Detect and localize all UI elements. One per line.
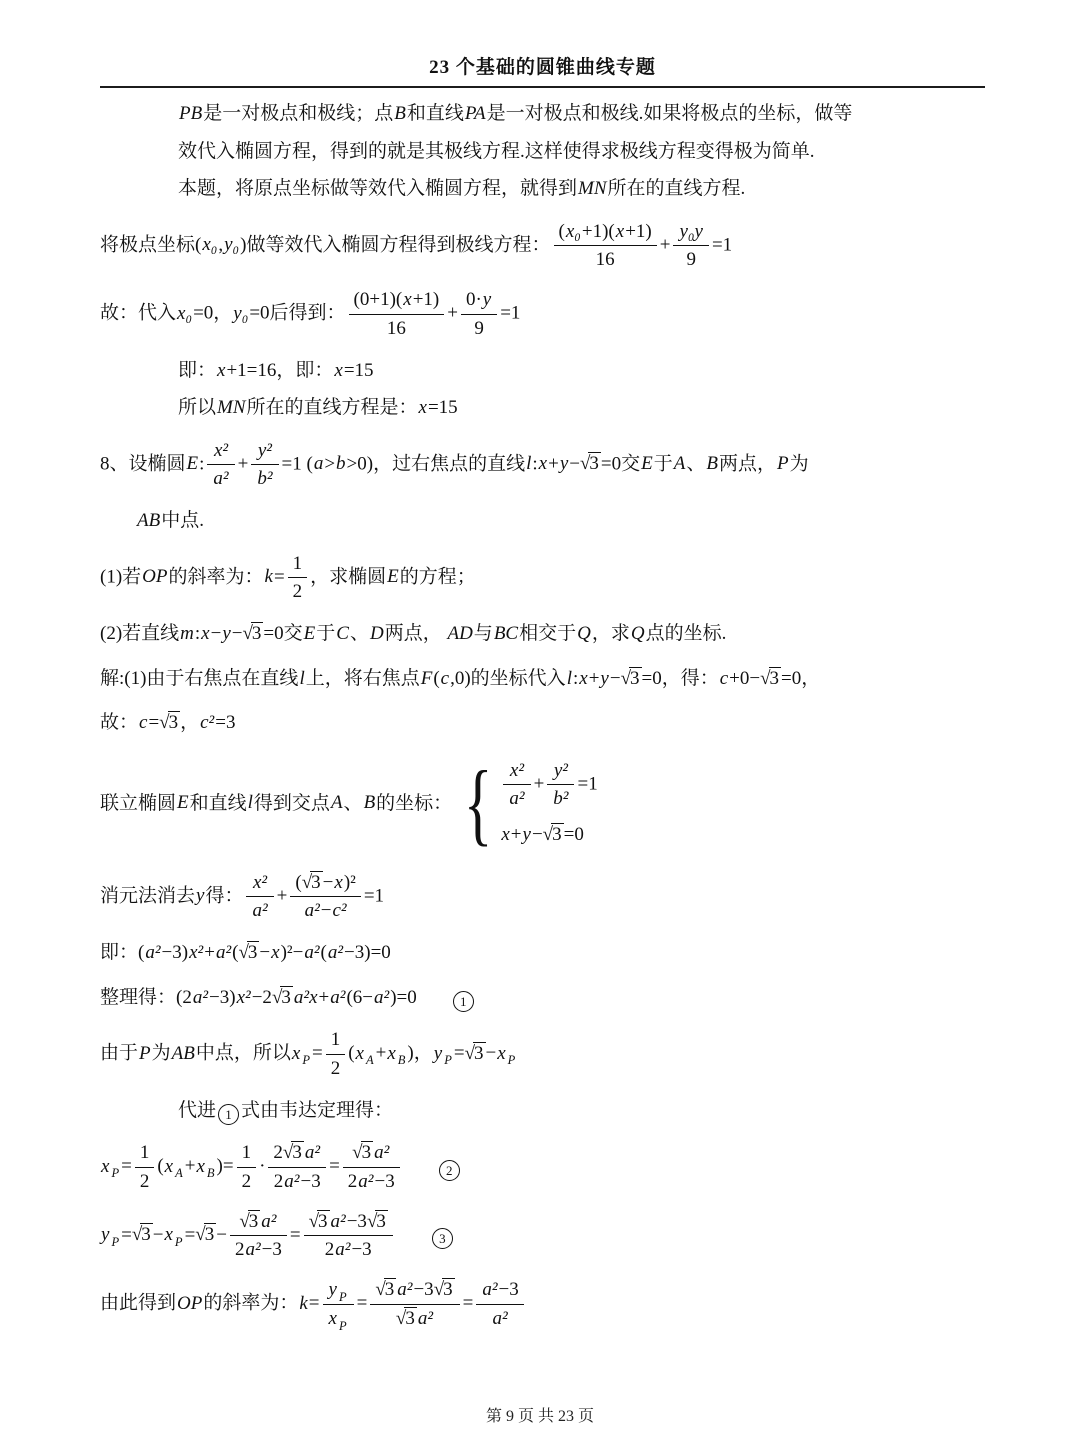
fraction (343, 1141, 400, 1194)
math-variable: a (313, 453, 324, 475)
radical-icon: √ (760, 667, 771, 689)
math-variable: Q (577, 623, 591, 644)
fraction (503, 759, 530, 812)
math-variable: A (330, 792, 343, 814)
system-row: x+y−√3 =0 (501, 824, 584, 845)
math-variable: c² (332, 900, 347, 922)
radicand: 3 (311, 871, 321, 893)
text-line: (1)若OP的斜率为：k= $\frac{1}{2}$ ，求椭圆E的方程； (100, 552, 476, 603)
math-variable: OP (142, 566, 168, 588)
numerator (251, 439, 278, 466)
math-variable: Q (630, 623, 645, 644)
math-variable: y (559, 453, 569, 475)
numerator: 1 (288, 552, 308, 579)
numerator (673, 220, 708, 247)
radical-icon: √ (308, 1210, 320, 1232)
radical-icon: √ (375, 1279, 386, 1301)
math-variable: y (328, 1279, 337, 1301)
denominator (370, 1305, 459, 1331)
radicand: 3 (552, 824, 562, 845)
square-root (621, 668, 642, 689)
denominator: 2 (330, 1057, 341, 1079)
fraction (323, 1278, 354, 1331)
radicand: 3 (474, 1042, 484, 1064)
denominator (246, 897, 273, 923)
math-variable: x₀ (565, 220, 581, 242)
math-variable: x (164, 1155, 174, 1177)
math-variable: P (139, 1042, 151, 1064)
radical-icon: √ (352, 1142, 363, 1164)
radical-icon: √ (579, 453, 591, 475)
math-variable: a² (509, 788, 525, 810)
radicand: 3 (769, 667, 780, 689)
text-line: 消元法消去y得： $\frac{\text{x²}}{\text{a²}}$ + $\frac{\text{(√3 −x)²}}{\text{a²−c²}}$ =1 (100, 871, 385, 922)
math-variable: y² (553, 759, 568, 781)
subscript: B (397, 1053, 406, 1068)
text-line: 将极点坐标(x₀,y₀)做等效代入椭圆方程得到极线方程： $\frac{\text{(x₀+1)(x+1)}}{16}$ + $\frac{\text{y₀y}}{9}$ =1 (100, 220, 733, 271)
math-variable: AB (171, 1042, 195, 1064)
text-line: y $_P$ =√3 −x $_P$ =√3 − $\frac{\text{√3 a²}}{\text{2a²−3}}$ = $\frac{\text{√3 a²−3√3}}{\text{2a²−3}}$ 3 (100, 1210, 985, 1263)
denominator: a²−c² (304, 900, 347, 922)
text-line: (2)若直线m:x−y−√3 =0交E于C、D两点， AD与BC相交于Q，求Q点的坐标. (100, 623, 727, 644)
square-root (580, 453, 601, 474)
radicand: 3 (251, 623, 262, 644)
radicand: 3 (318, 1210, 328, 1232)
radical-icon: √ (542, 824, 554, 845)
math-variable: x (418, 397, 427, 418)
math-variable: a² (374, 1142, 390, 1164)
math-variable: a²x (293, 986, 318, 1008)
math-variable: a² (304, 1142, 321, 1164)
numerator (323, 1278, 354, 1305)
radical-icon: √ (271, 986, 283, 1008)
denominator: 9 (686, 249, 696, 271)
text-line: 由此得到OP的斜率为：k= $\frac{y _P}{x _P}$ = $\frac{\text{√3 a²−3√3}}{\text{√3 a²}}$ = $\frac{\text{a²−3}}{\text{a²}}$ (100, 1278, 985, 1331)
document-body (100, 100, 985, 1331)
math-variable: B (706, 453, 718, 475)
fraction (246, 871, 273, 924)
denominator: 2a²−3 (347, 1170, 395, 1192)
system-rows (500, 754, 597, 855)
denominator: 2a²−3 (324, 1239, 372, 1261)
math-variable: P (777, 453, 789, 475)
math-variable: E (387, 566, 399, 588)
square-root (543, 824, 564, 845)
subscript: P (444, 1053, 452, 1068)
math-variable: x (334, 359, 343, 381)
text-line: AB中点. (137, 510, 204, 531)
subscript: P (111, 1166, 120, 1181)
math-variable: a² (417, 1307, 434, 1329)
math-variable: a² (330, 986, 346, 1008)
radical-icon: √ (433, 1279, 445, 1301)
math-variable: A (673, 453, 686, 475)
numerator (207, 439, 234, 466)
math-variable: PB (179, 103, 203, 124)
math-variable: a² (213, 468, 229, 490)
math-variable: x₀ (177, 302, 193, 324)
math-variable: AB (137, 510, 161, 531)
square-root (465, 1043, 486, 1064)
radicand: 3 (443, 1279, 453, 1301)
text-line: 所以MN所在的直线方程是：x=15 (178, 397, 458, 418)
math-variable: x² (189, 942, 204, 964)
square-root (239, 1211, 260, 1232)
math-variable: a² (327, 942, 344, 964)
math-variable: c² (200, 712, 215, 733)
square-root (302, 872, 323, 893)
subscript: P (111, 1234, 120, 1249)
math-variable: x (387, 1042, 396, 1064)
square-root (159, 712, 180, 733)
math-variable: F (420, 667, 433, 689)
math-variable: x (196, 1155, 205, 1177)
math-variable: y₀ (224, 234, 240, 256)
math-variable: x₀ (202, 234, 218, 256)
math-variable: b² (257, 468, 273, 490)
numerator: 1 (135, 1141, 155, 1168)
math-variable: a² (373, 986, 390, 1008)
text-line: 解:(1)由于右焦点在直线l上，将右焦点F(c,0)的坐标代入l:x+y−√3 =0，得：c+0−√3 =0， (100, 667, 821, 689)
fraction (476, 1278, 523, 1331)
radicand: 3 (630, 667, 640, 689)
fraction (304, 1210, 393, 1263)
math-variable: x (538, 453, 548, 475)
radicand: 3 (204, 1224, 215, 1246)
math-variable: x (164, 1224, 173, 1246)
radicand: 3 (141, 1224, 151, 1246)
math-variable: l (566, 667, 572, 689)
numerator: 1 (326, 1028, 346, 1055)
math-variable: a² (397, 1279, 413, 1301)
text-line: 由于P为AB中点，所以x $_P$ = $\frac{1}{2}$ (x $_A$ +x $_B$ )，y $_P$ =√3 −x $_P$ (100, 1029, 516, 1079)
circled-number: 3 (432, 1228, 453, 1249)
numerator (547, 759, 574, 786)
subscript: A (175, 1166, 183, 1181)
numerator: (0+1)(x+1) (349, 288, 445, 315)
radicand: 3 (247, 942, 258, 964)
radicand: 3 (248, 1210, 259, 1232)
radicand: 3 (384, 1279, 395, 1301)
math-variable: D (369, 623, 384, 644)
math-variable: a² (284, 1170, 300, 1192)
math-variable: C (336, 623, 349, 644)
fraction (251, 439, 278, 492)
radical-icon: √ (395, 1307, 407, 1329)
math-variable: BC (493, 623, 519, 644)
math-variable: x² (253, 871, 268, 893)
math-variable: a² (252, 900, 268, 922)
math-variable: y₀ (233, 302, 249, 324)
radicand: 3 (361, 1142, 372, 1164)
math-variable: c (139, 712, 148, 733)
subscript: B (206, 1166, 215, 1181)
math-variable: y (196, 885, 205, 907)
text-line: 故：c=√3 ，c²=3 (100, 712, 236, 733)
math-variable: x (101, 1155, 110, 1177)
radical-icon: √ (464, 1042, 475, 1064)
radical-icon: √ (301, 871, 313, 893)
square-root (242, 623, 263, 644)
subscript: A (365, 1053, 374, 1068)
numerator (230, 1210, 287, 1237)
brace-icon: { (463, 752, 493, 855)
fraction (135, 1141, 155, 1194)
math-variable: a² (482, 1279, 498, 1301)
math-variable: PA (464, 103, 486, 124)
radical-icon: √ (366, 1210, 378, 1232)
radicand: 3 (281, 986, 291, 1008)
math-variable: a² (245, 1239, 261, 1261)
math-variable: l (526, 453, 532, 475)
numerator (246, 871, 273, 898)
text-line: PB是一对极点和极线；点B和直线PA是一对极点和极线.如果将极点的坐标，做等 (179, 103, 853, 124)
math-variable: AD (447, 623, 473, 644)
denominator: 2a²−3 (273, 1170, 321, 1192)
math-variable: B (363, 792, 376, 814)
math-variable: a² (304, 900, 320, 922)
square-root (396, 1308, 417, 1329)
math-variable: x (334, 871, 343, 893)
header-rule (100, 86, 985, 88)
circled-number: 1 (218, 1104, 239, 1125)
math-variable: x (217, 359, 226, 381)
denominator (207, 465, 234, 491)
text-line: 代进 1 式由韦达定理得： (178, 1097, 985, 1126)
denominator (476, 1305, 523, 1331)
radical-icon: √ (620, 667, 631, 689)
text-line: 联立椭圆E和直线l得到交点A、B的坐标： { $\frac{\text{x²}}{\text{a²}}$ + $\frac{\text{y²}}{\text{b²}}$ =1 x+y−√3 =0 (100, 752, 598, 855)
square-root (352, 1142, 373, 1163)
denominator: 16 (595, 249, 615, 271)
page-title: 23 个基础的圆锥曲线专题 (429, 57, 656, 78)
math-variable: c (719, 667, 729, 689)
math-variable: l (299, 667, 305, 689)
subscript: P (174, 1234, 183, 1249)
square-root (375, 1279, 396, 1300)
numerator: 1 (237, 1141, 257, 1168)
equation-system (456, 754, 598, 855)
denominator: 2a²−3 (234, 1239, 282, 1261)
denominator (503, 785, 530, 811)
text-line: x $_P$ = $\frac{1}{2}$ (x $_A$ +x $_B$ )= $\frac{1}{2}$ · $\frac{\text{2√3 a²}}{\text{2a²−3}}$ = $\frac{\text{√3 a²}}{\text{2a²−3}}$ 2 (100, 1141, 985, 1194)
math-variable: E (186, 453, 199, 475)
math-variable: a² (215, 942, 232, 964)
denominator (323, 1305, 354, 1331)
radical-icon: √ (131, 1224, 143, 1246)
math-variable: y (600, 667, 609, 689)
fraction (547, 759, 574, 812)
numerator: 0·y (461, 288, 497, 315)
math-variable: x² (236, 986, 251, 1008)
math-variable: x (615, 220, 625, 242)
text-line: 故：代入x₀=0，y₀=0后得到： $\frac{(0+1)(x+1)}{16}$ + $\frac{0\cdot y}{9}$ =1 (100, 289, 521, 339)
denominator (251, 465, 278, 491)
math-variable: m (180, 623, 194, 644)
fraction (349, 288, 445, 341)
document-footer (0, 1403, 1080, 1426)
subscript: P (338, 1318, 347, 1333)
math-variable: a² (304, 942, 320, 964)
denominator: 2 (241, 1170, 252, 1192)
math-variable: MN (217, 397, 246, 418)
fraction (370, 1278, 459, 1331)
radical-icon: √ (238, 942, 249, 964)
numerator: (x₀+1)(x+1) (554, 220, 657, 247)
subscript: P (507, 1053, 516, 1068)
text-line: 8、设椭圆E: $\frac{\text{x²}}{\text{a²}}$ + $\frac{\text{y²}}{\text{b²}}$ =1 (a>b>0)，过右焦点的直线l:x+y−√3 =0交E于A、B两点，P为 (100, 439, 809, 490)
math-variable: x (355, 1042, 364, 1064)
math-variable: y (433, 1042, 443, 1064)
square-root (760, 668, 781, 689)
square-root (272, 987, 293, 1008)
denominator (547, 785, 574, 811)
text-line: 效代入椭圆方程，得到的就是其极线方程.这样使得求极线方程变得极为简单. (178, 140, 815, 162)
square-root (238, 942, 259, 963)
subscript: P (338, 1289, 347, 1304)
text-line: 整理得：(2a²−3)x²−2√3 a²x+a²(6−a²)=0 1 (100, 984, 985, 1013)
math-variable: a² (330, 1210, 346, 1232)
denominator: 2 (139, 1170, 150, 1192)
circled-number: 2 (439, 1160, 460, 1181)
radicand: 3 (589, 453, 599, 475)
numerator: (√3 −x)² (290, 871, 360, 898)
text-line: 即：x+1=16，即：x=15 (178, 359, 374, 381)
math-variable: k (264, 566, 273, 588)
math-variable: a² (192, 986, 209, 1008)
math-variable: B (394, 103, 406, 124)
document-header (100, 52, 985, 88)
fraction (554, 220, 657, 273)
text-line: 本题，将原点坐标做等效代入椭圆方程，就得到MN所在的直线方程. (178, 178, 746, 199)
math-variable: OP (177, 1292, 203, 1314)
fraction (207, 439, 234, 492)
square-root (309, 1211, 330, 1232)
radicand: 3 (405, 1307, 415, 1329)
square-root (367, 1211, 388, 1232)
math-variable: x (201, 623, 210, 644)
radicand: 3 (292, 1142, 302, 1164)
math-variable: y (222, 623, 231, 644)
math-variable: MN (578, 178, 607, 199)
math-variable: a² (261, 1210, 277, 1232)
radical-icon: √ (195, 1224, 206, 1246)
math-variable: y² (257, 439, 272, 461)
math-variable: b (336, 453, 346, 475)
math-variable: k (299, 1292, 308, 1314)
numerator: √3 a²−3√3 (304, 1210, 393, 1237)
math-variable: a² (492, 1307, 508, 1329)
math-variable: x² (509, 759, 525, 781)
fraction (673, 220, 708, 273)
text-line: 即：(a²−3)x²+a²(√3 −x)²−a²(a²−3)=0 (100, 942, 391, 964)
math-variable: a² (358, 1170, 374, 1192)
numerator: 2√3 a² (268, 1141, 326, 1168)
square-root (434, 1279, 455, 1300)
math-variable: x (291, 1042, 301, 1064)
math-variable: x (497, 1042, 506, 1064)
math-variable: l (247, 792, 253, 814)
denominator: 2 (292, 581, 303, 603)
radical-icon: √ (239, 1210, 250, 1232)
math-variable: y (482, 289, 492, 310)
page-number: 第 9 页 共 23 页 (485, 1408, 594, 1425)
math-variable: x (328, 1307, 337, 1329)
denominator: 9 (474, 317, 484, 339)
system-row: $\frac{\text{x²}}{\text{a²}}$ + $\frac{\text{y²}}{\text{b²}}$ =1 (500, 759, 597, 812)
fraction (230, 1210, 287, 1263)
numerator (343, 1141, 400, 1168)
numerator (503, 759, 530, 786)
radicand: 3 (376, 1210, 386, 1232)
radical-icon: √ (159, 712, 170, 733)
radical-icon: √ (282, 1142, 294, 1164)
fraction (290, 871, 360, 924)
fraction (268, 1141, 326, 1194)
math-variable: E (303, 623, 316, 644)
math-variable: x (271, 942, 280, 964)
math-variable: x (579, 667, 588, 689)
math-variable: x (501, 824, 510, 845)
square-root (195, 1224, 216, 1245)
circled-number: 1 (453, 991, 474, 1012)
numerator: √3 a²−3√3 (370, 1278, 459, 1305)
math-variable: a² (145, 942, 161, 964)
math-variable: b² (553, 788, 569, 810)
radicand: 3 (168, 712, 179, 733)
fraction (237, 1141, 257, 1194)
subscript: P (302, 1053, 310, 1068)
math-variable: c (440, 667, 450, 689)
math-variable: y (101, 1224, 110, 1246)
square-root (132, 1224, 153, 1245)
math-variable: y₀y (679, 220, 703, 242)
math-variable: a² (335, 1239, 351, 1261)
radical-icon: √ (242, 623, 253, 644)
numerator: a²−3 (476, 1278, 523, 1305)
fraction (461, 288, 497, 341)
math-variable: y (522, 824, 531, 845)
fraction (326, 1028, 346, 1081)
math-variable: x² (213, 439, 229, 461)
denominator: 16 (386, 317, 406, 339)
math-variable: x (403, 289, 412, 310)
math-variable: E (641, 453, 653, 475)
math-variable: E (177, 792, 189, 814)
square-root (283, 1142, 304, 1163)
fraction (288, 552, 308, 605)
